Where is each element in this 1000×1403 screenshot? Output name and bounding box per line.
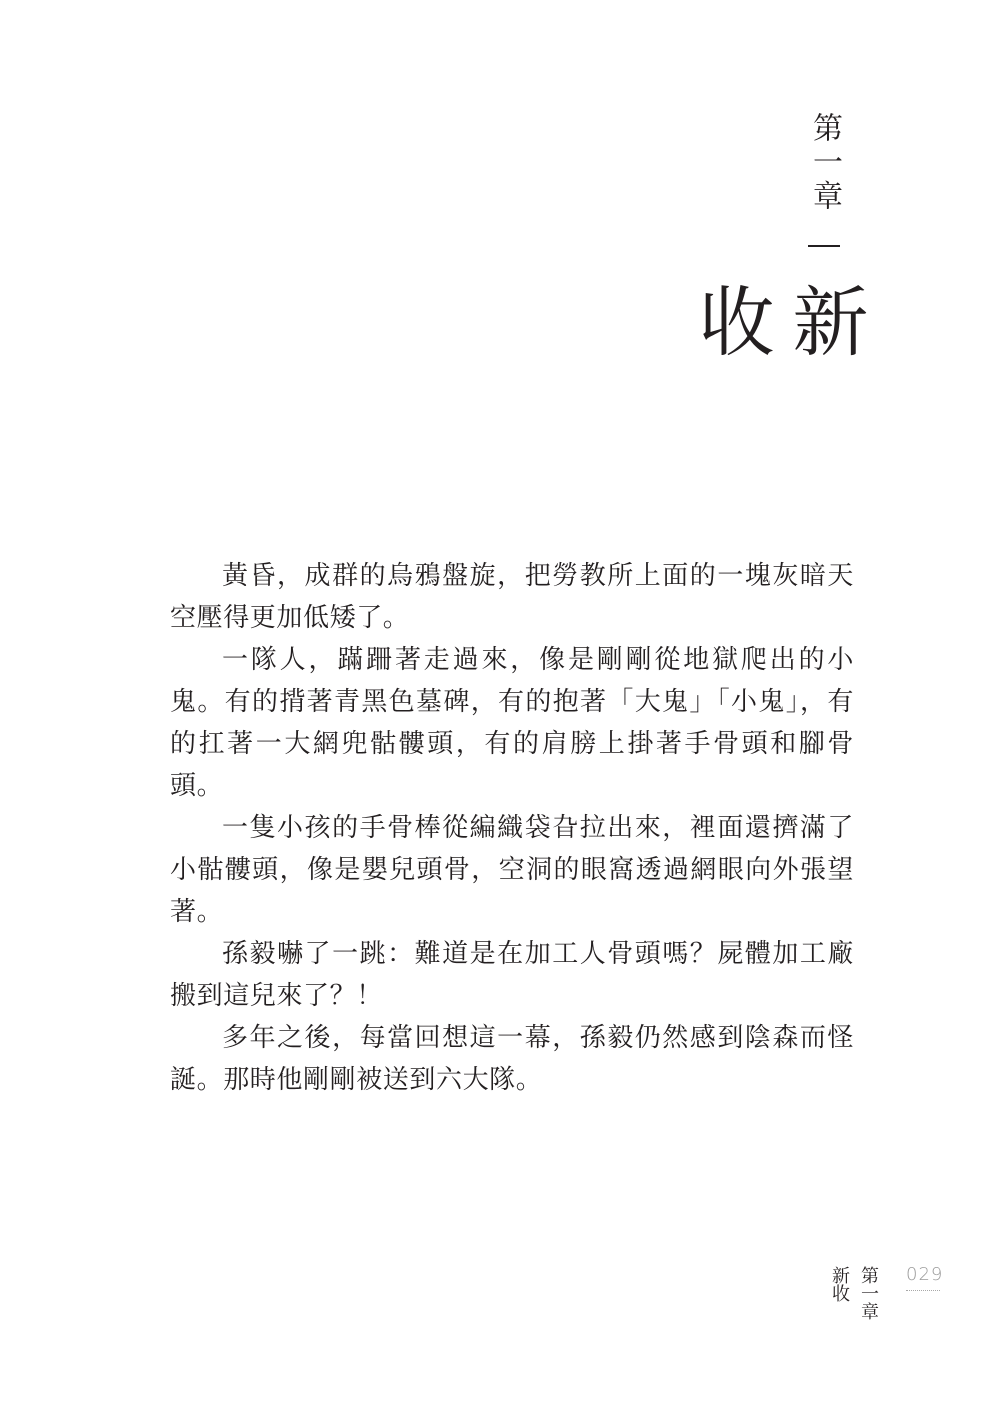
paragraph: 一隻小孩的手骨棒從編織袋旮拉出來，裡面還擠滿了小骷髏頭，像是嬰兒頭骨，空洞的眼窩透過網眼向外張望著。 [170,813,854,927]
body-text [170,555,854,1101]
chapter-heading [686,112,874,432]
page-number-dotted-rule [906,1290,940,1291]
paragraph: 黃昏，成群的烏鴉盤旋，把勞教所上面的一塊灰暗天空壓得更加低矮了。 [170,561,854,633]
running-footer-chapter: 第一章 [858,1266,879,1320]
page-number: 029 [906,1264,944,1285]
running-footer [828,1266,948,1336]
chapter-dash-divider [808,245,840,247]
chapter-label: 第一章 [807,112,842,214]
paragraph: 孫毅嚇了一跳：難道是在加工人骨頭嗎？屍體加工廠搬到這兒來了？！ [170,939,854,1011]
running-footer-title: 新收 [829,1266,850,1302]
paragraph: 一隊人，蹣跚著走過來，像是剛剛從地獄爬出的小鬼。有的揹著青黑色墓碑，有的抱著「大鬼」「小鬼」，有的扛著一大網兜骷髏頭，有的肩膀上掛著手骨頭和腳骨頭。 [170,645,854,801]
chapter-title: 新收 [686,282,869,358]
paragraph: 多年之後，每當回想這一幕，孫毅仍然感到陰森而怪誕。那時他剛剛被送到六大隊。 [170,1023,854,1095]
